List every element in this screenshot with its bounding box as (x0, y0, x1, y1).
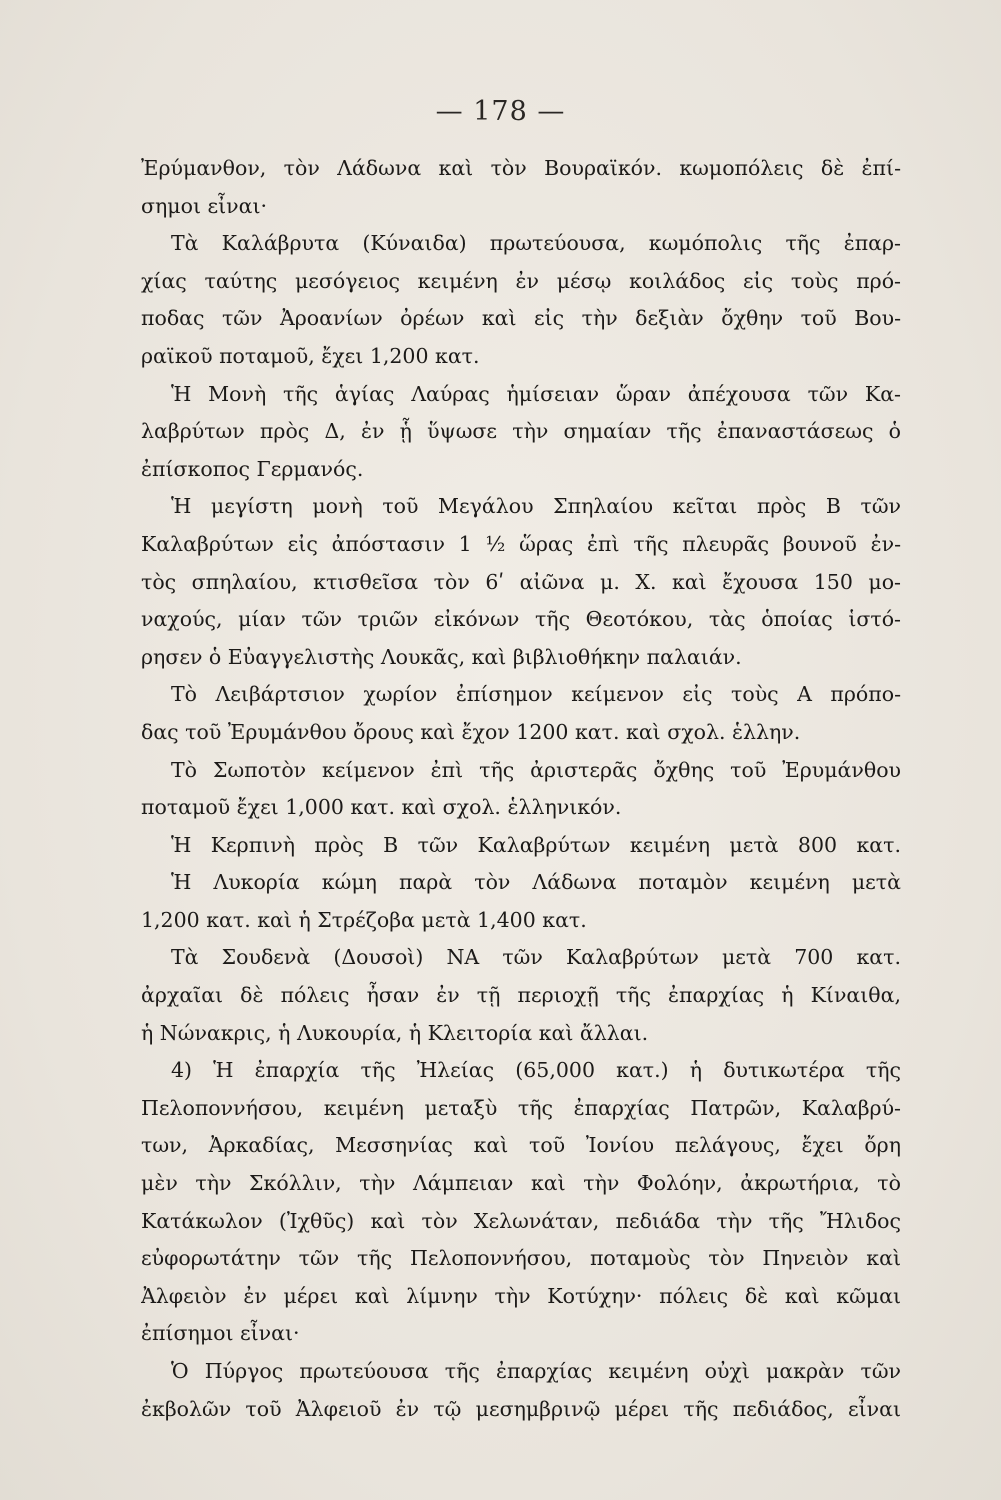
text-line: 1,200 κατ. καὶ ἡ Στρέζοβα μετὰ 1,400 κατ. (141, 907, 587, 932)
text-line: Ἡ μεγίστη μονὴ τοῦ Μεγάλου Σπηλαίου κεῖται πρὸς Β τῶν (171, 494, 901, 519)
text-line: ἐπίσκοπος Γερμανός. (141, 456, 364, 481)
text-line: ναχούς, μίαν τῶν τριῶν εἰκόνων τῆς Θεοτόκου, τὰς ὁποίας ἱστό- (141, 607, 901, 632)
text-line: εὐφορωτάτην τῶν τῆς Πελοποννήσου, ποταμοὺς τὸν Πηνειὸν καὶ (141, 1246, 901, 1271)
body-text (141, 150, 901, 1428)
text-line: ἐκβολῶν τοῦ Ἀλφειοῦ ἐν τῷ μεσημβρινῷ μέρει τῆς πεδιάδος, εἶναι (141, 1396, 901, 1421)
text-line: Ἐρύμανθον, τὸν Λάδωνα καὶ τὸν Βουραϊκόν. κωμοπόλεις δὲ ἐπί- (141, 156, 901, 180)
text-line: Πελοποννήσου, κειμένη μεταξὺ τῆς ἐπαρχίας Πατρῶν, Καλαβρύ- (141, 1095, 901, 1120)
text-line: Κατάκωλον (Ἰχθῦς) καὶ τὸν Χελωνάταν, πεδιάδα τὴν τῆς Ἤλιδος (141, 1208, 901, 1233)
text-line: ἀρχαῖαι δὲ πόλεις ἦσαν ἐν τῇ περιοχῇ τῆς ἐπαρχίας ἡ Κίναιθα, (141, 983, 901, 1008)
text-line: ἐπίσημοι εἶναι· (141, 1321, 300, 1346)
text-line: 4) Ἡ ἐπαρχία τῆς Ἠλείας (65,000 κατ.) ἡ δυτικωτέρα τῆς (171, 1058, 901, 1083)
text-line: ραϊκοῦ ποταμοῦ, ἔχει 1,200 κατ. (141, 343, 480, 368)
text-line: ποταμοῦ ἔχει 1,000 κατ. καὶ σχολ. ἑλληνικόν. (141, 795, 622, 820)
text-line: ἡ Νώνακρις, ἡ Λυκουρία, ἡ Κλειτορία καὶ ἄλλαι. (141, 1020, 649, 1045)
text-line: τὸς σπηλαίου, κτισθεῖσα τὸν 6ʹ αἰῶνα μ. Χ. καὶ ἔχουσα 150 μο- (141, 569, 901, 594)
text-line: ρησεν ὁ Εὐαγγελιστὴς Λουκᾶς, καὶ βιβλιοθήκην παλαιάν. (141, 644, 742, 669)
text-line: Καλαβρύτων εἰς ἀπόστασιν 1 ½ ὥρας ἐπὶ τῆς πλευρᾶς βουνοῦ ἐν- (141, 531, 901, 556)
page-number: — 178 — (435, 96, 566, 127)
text-line: Ὁ Πύργος πρωτεύουσα τῆς ἐπαρχίας κειμένη οὐχὶ μακρὰν τῶν (171, 1359, 901, 1383)
text-line: ποδας τῶν Ἀροανίων ὀρέων καὶ εἰς τὴν δεξιὰν ὄχθην τοῦ Βου- (141, 306, 901, 331)
text-line: δας τοῦ Ἐρυμάνθου ὄρους καὶ ἔχον 1200 κατ. καὶ σχολ. ἑλλην. (141, 719, 801, 744)
text-line: Τὰ Καλάβρυτα (Κύναιδα) πρωτεύουσα, κωμόπολις τῆς ἐπαρ- (171, 231, 901, 256)
text-line: Ἀλφειὸν ἐν μέρει καὶ λίμνην τὴν Κοτύχην· πόλεις δὲ καὶ κῶμαι (141, 1283, 901, 1308)
text-line: Τὰ Σουδενὰ (Δουσοὶ) ΝΑ τῶν Καλαβρύτων μετὰ 700 κατ. (171, 945, 901, 970)
text-line: Ἡ Λυκορία κώμη παρὰ τὸν Λάδωνα ποταμὸν κειμένη μετὰ (171, 870, 901, 895)
text-line: Τὸ Σωποτὸν κείμενον ἐπὶ τῆς ἀριστερᾶς ὄχθης τοῦ Ἐρυμάνθου (171, 757, 901, 782)
text-line: χίας ταύτης μεσόγειος κειμένη ἐν μέσῳ κοιλάδος εἰς τοὺς πρό- (141, 268, 901, 293)
text-line: λαβρύτων πρὸς Δ, ἐν ᾗ ὕψωσε τὴν σημαίαν τῆς ἐπαναστάσεως ὁ (141, 419, 901, 444)
text-line: σημοι εἶναι· (141, 193, 268, 218)
text-line: Ἡ Κερπινὴ πρὸς Β τῶν Καλαβρύτων κειμένη μετὰ 800 κατ. (171, 832, 901, 857)
text-line: μὲν τὴν Σκόλλιν, τὴν Λάμπειαν καὶ τὴν Φολόην, ἀκρωτήρια, τὸ (141, 1171, 901, 1196)
text-line: Ἡ Μονὴ τῆς ἁγίας Λαύρας ἡμίσειαν ὥραν ἀπέχουσα τῶν Κα- (171, 381, 901, 406)
text-line: των, Ἀρκαδίας, Μεσσηνίας καὶ τοῦ Ἰονίου πελάγους, ἔχει ὄρη (141, 1133, 901, 1158)
text-line: Τὸ Λειβάρτσιον χωρίον ἐπίσημον κείμενον εἰς τοὺς Α πρόπο- (171, 682, 901, 707)
